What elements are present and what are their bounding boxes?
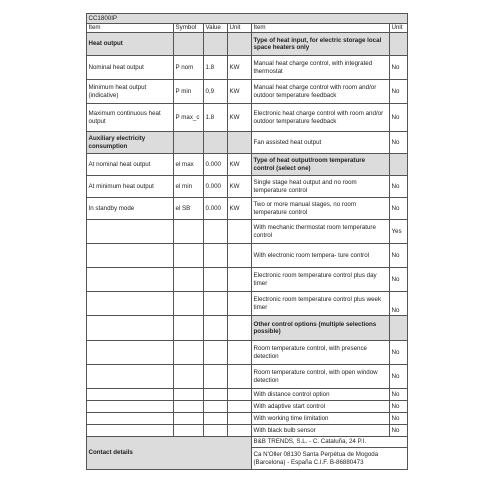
manual-thermostat-value: No bbox=[390, 56, 408, 80]
standby-value: 0.000 bbox=[204, 198, 228, 220]
aux-electricity-section: Auxiliary electricity consumption bbox=[87, 132, 174, 154]
table-row bbox=[87, 341, 408, 365]
type-heat-input-section: Type of heat input, for electric storage local space heaters only bbox=[252, 33, 390, 56]
electronic-feedback-value: No bbox=[390, 104, 408, 132]
empty-cell bbox=[87, 425, 174, 437]
open-window-value: No bbox=[390, 365, 408, 389]
table-row bbox=[87, 316, 408, 341]
empty-cell bbox=[204, 220, 228, 244]
manual-feedback-label: Manual heat charge control with room and/or outdoor temperature feedback bbox=[252, 80, 390, 104]
black-bulb-label: With black bulb sensor bbox=[252, 425, 390, 437]
at-nominal-label: At nominal heat output bbox=[87, 154, 174, 176]
table-row bbox=[87, 56, 408, 80]
empty-cell bbox=[174, 292, 204, 316]
empty-cell bbox=[228, 425, 252, 437]
header-unit-right: Unit bbox=[390, 23, 408, 33]
at-minimum-symbol: el min bbox=[174, 176, 204, 198]
electronic-week-timer-label: Electronic room temperature control plus week timer bbox=[252, 292, 390, 316]
empty-cell bbox=[174, 425, 204, 437]
table-row bbox=[87, 80, 408, 104]
presence-label: Room temperature control, with presence detection bbox=[252, 341, 390, 365]
at-nominal-symbol: el max bbox=[174, 154, 204, 176]
table-row bbox=[87, 154, 408, 176]
empty-cell bbox=[204, 389, 228, 401]
empty-cell bbox=[204, 268, 228, 292]
empty-cell bbox=[228, 268, 252, 292]
empty-cell bbox=[174, 401, 204, 413]
empty-cell bbox=[87, 389, 174, 401]
empty-cell bbox=[228, 132, 252, 154]
mechanic-thermostat-label: With mechanic thermostat room temperature control bbox=[252, 220, 390, 244]
contact-details-label: Contact details bbox=[87, 437, 252, 470]
nominal-heat-output-label: Nominal heat output bbox=[87, 56, 174, 80]
two-or-more-label: Two or more manual stages, no room temperature control bbox=[252, 198, 390, 220]
contact-row bbox=[87, 437, 408, 448]
empty-cell bbox=[228, 401, 252, 413]
empty-cell bbox=[87, 316, 174, 341]
distance-value: No bbox=[390, 389, 408, 401]
empty-cell bbox=[204, 401, 228, 413]
at-nominal-value: 0.000 bbox=[204, 154, 228, 176]
maximum-unit: KW bbox=[228, 104, 252, 132]
empty-cell bbox=[228, 244, 252, 268]
distance-label: With distance control option bbox=[252, 389, 390, 401]
electronic-week-timer-value: No bbox=[390, 292, 408, 316]
empty-cell bbox=[174, 413, 204, 425]
empty-cell bbox=[174, 341, 204, 365]
table-row bbox=[87, 389, 408, 401]
nominal-symbol: P nom bbox=[174, 56, 204, 80]
at-nominal-unit: KW bbox=[228, 154, 252, 176]
empty-cell bbox=[204, 244, 228, 268]
open-window-label: Room temperature control, with open window detection bbox=[252, 365, 390, 389]
empty-cell bbox=[228, 413, 252, 425]
table-row bbox=[87, 425, 408, 437]
contact-line-2: Ca N'Oller 08130 Santa Perpètua de Mogoda (Barcelona) - España C.I.F. B-86880473 bbox=[252, 448, 408, 470]
nominal-unit: KW bbox=[228, 56, 252, 80]
type-output-section: Type of heat output/room temperature control (select one) bbox=[252, 154, 390, 176]
table-row bbox=[87, 292, 408, 316]
empty-cell bbox=[390, 33, 408, 56]
table-row bbox=[87, 176, 408, 198]
empty-cell bbox=[87, 341, 174, 365]
empty-cell bbox=[204, 425, 228, 437]
adaptive-start-value: No bbox=[390, 401, 408, 413]
empty-cell bbox=[87, 401, 174, 413]
table-row bbox=[87, 198, 408, 220]
nominal-value: 1.8 bbox=[204, 56, 228, 80]
electronic-room-label: With electronic room tempera- ture control bbox=[252, 244, 390, 268]
heat-output-section: Heat output bbox=[87, 33, 174, 56]
electronic-day-timer-label: Electronic room temperature control plus day timer bbox=[252, 268, 390, 292]
empty-cell bbox=[87, 244, 174, 268]
empty-cell bbox=[174, 244, 204, 268]
header-value: Value bbox=[204, 23, 228, 33]
empty-cell bbox=[390, 316, 408, 341]
empty-cell bbox=[174, 220, 204, 244]
electronic-room-value: No bbox=[390, 244, 408, 268]
empty-cell bbox=[87, 268, 174, 292]
empty-cell bbox=[204, 341, 228, 365]
electronic-day-timer-value: No bbox=[390, 268, 408, 292]
at-minimum-label: At minimum heat output bbox=[87, 176, 174, 198]
standby-label: In standby mode bbox=[87, 198, 174, 220]
maximum-symbol: P max_c bbox=[174, 104, 204, 132]
header-symbol: Symbol bbox=[174, 23, 204, 33]
table-row bbox=[87, 365, 408, 389]
header-item: Item bbox=[87, 23, 174, 33]
table-row bbox=[87, 401, 408, 413]
adaptive-start-label: With adaptive start control bbox=[252, 401, 390, 413]
electronic-feedback-label: Electronic heat charge control with room and/or outdoor temperature feedback bbox=[252, 104, 390, 132]
fan-assisted-label: Fan assisted heat output bbox=[252, 132, 390, 154]
empty-cell bbox=[204, 365, 228, 389]
empty-cell bbox=[390, 154, 408, 176]
contact-line-1: B&B TRENDS, S.L. - C. Cataluña, 24 P.I. bbox=[252, 437, 408, 448]
empty-cell bbox=[228, 220, 252, 244]
single-stage-label: Single stage heat output and no room temperature control bbox=[252, 176, 390, 198]
empty-cell bbox=[228, 316, 252, 341]
model-code: CC1800IP bbox=[87, 14, 408, 24]
maximum-heat-output-label: Maximum continuous heat output bbox=[87, 104, 174, 132]
table-row bbox=[87, 132, 408, 154]
standby-symbol: el SB bbox=[174, 198, 204, 220]
empty-cell bbox=[204, 132, 228, 154]
empty-cell bbox=[228, 33, 252, 56]
empty-cell bbox=[204, 33, 228, 56]
standby-unit: KW bbox=[228, 198, 252, 220]
empty-cell bbox=[204, 413, 228, 425]
empty-cell bbox=[228, 292, 252, 316]
working-time-label: With working time limitation bbox=[252, 413, 390, 425]
empty-cell bbox=[174, 365, 204, 389]
table-row bbox=[87, 244, 408, 268]
minimum-symbol: P min bbox=[174, 80, 204, 104]
other-options-section: Other control options (multiple selections possible) bbox=[252, 316, 390, 341]
empty-cell bbox=[174, 316, 204, 341]
minimum-unit: KW bbox=[228, 80, 252, 104]
empty-cell bbox=[228, 365, 252, 389]
table-row bbox=[87, 413, 408, 425]
table-row bbox=[87, 104, 408, 132]
mechanic-thermostat-value: Yes bbox=[390, 220, 408, 244]
empty-cell bbox=[174, 268, 204, 292]
two-or-more-value: No bbox=[390, 198, 408, 220]
minimum-heat-output-label: Minimum heat output (indicative) bbox=[87, 80, 174, 104]
manual-thermostat-label: Manual heat charge control, with integrated thermostat bbox=[252, 56, 390, 80]
maximum-value: 1.8 bbox=[204, 104, 228, 132]
empty-cell bbox=[87, 413, 174, 425]
empty-cell bbox=[228, 389, 252, 401]
empty-cell bbox=[174, 132, 204, 154]
empty-cell bbox=[87, 220, 174, 244]
empty-cell bbox=[174, 389, 204, 401]
header-row bbox=[87, 23, 408, 33]
black-bulb-value: No bbox=[390, 425, 408, 437]
ecodesign-info-table bbox=[86, 13, 408, 470]
empty-cell bbox=[87, 365, 174, 389]
at-minimum-unit: KW bbox=[228, 176, 252, 198]
working-time-value: No bbox=[390, 413, 408, 425]
empty-cell bbox=[204, 292, 228, 316]
header-item-right: Item bbox=[252, 23, 390, 33]
table-row bbox=[87, 268, 408, 292]
manual-feedback-value: No bbox=[390, 80, 408, 104]
presence-value: No bbox=[390, 341, 408, 365]
empty-cell bbox=[87, 292, 174, 316]
empty-cell bbox=[204, 316, 228, 341]
minimum-value: 0,9 bbox=[204, 80, 228, 104]
header-unit: Unit bbox=[228, 23, 252, 33]
single-stage-value: No bbox=[390, 176, 408, 198]
empty-cell bbox=[174, 33, 204, 56]
fan-assisted-value: No bbox=[390, 132, 408, 154]
empty-cell bbox=[228, 341, 252, 365]
table-row bbox=[87, 220, 408, 244]
at-minimum-value: 0.000 bbox=[204, 176, 228, 198]
